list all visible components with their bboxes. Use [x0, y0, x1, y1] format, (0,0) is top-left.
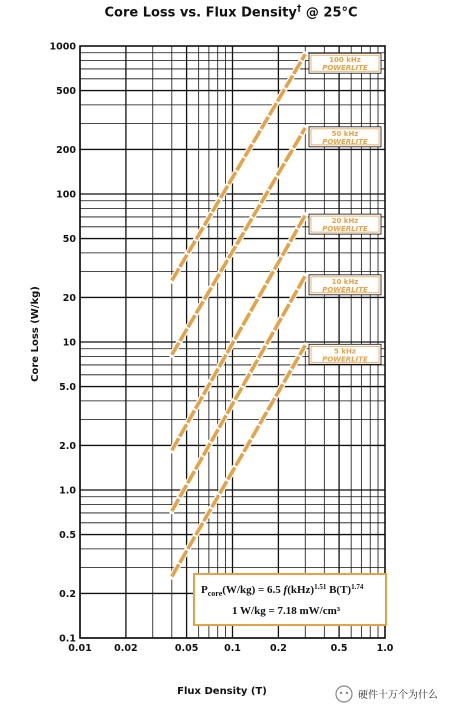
- y-tick-label: 0.1: [59, 633, 76, 645]
- y-tick-label: 100: [56, 189, 76, 201]
- formula-line-2: 1 W/kg = 7.18 mW/cm³: [232, 605, 341, 617]
- series-label-name: 100 kHz: [329, 56, 361, 65]
- series-label-name: 20 kHz: [331, 217, 359, 226]
- chart-title-mark: †: [296, 4, 302, 14]
- y-tick-label: 50: [62, 234, 76, 246]
- series-line: [172, 345, 305, 576]
- wechat-icon-eye-left: [340, 692, 342, 694]
- series-label-brand: POWERLITE: [322, 137, 368, 146]
- x-axis-label: Flux Density (T): [177, 686, 267, 697]
- series-line: [172, 276, 305, 511]
- series-label-brand: POWERLITE: [322, 355, 368, 364]
- y-tick-label: 0.2: [59, 588, 76, 600]
- series-label-name: 5 kHz: [334, 347, 356, 356]
- y-tick-label: 10: [62, 337, 76, 349]
- wechat-icon-eye-right: [346, 692, 348, 694]
- y-tick-label: 200: [56, 144, 76, 156]
- wechat-icon: [336, 686, 352, 702]
- watermark: [336, 686, 438, 702]
- y-tick-label: 1.0: [59, 485, 76, 497]
- formula-line-1: $P_{core}(W/kg) = 6.5$ f(kHz)$^{1.51}$ $B(T)^{1.74}$: [201, 583, 364, 598]
- series-label-brand: POWERLITE: [322, 64, 368, 73]
- series-lines: [172, 54, 305, 576]
- watermark-text: 硬件十万个为什么: [358, 690, 438, 701]
- x-tick-label: 0.05: [174, 643, 199, 654]
- y-tick-label: 1000: [49, 41, 76, 53]
- series-label-brand: POWERLITE: [322, 285, 368, 294]
- chart-title-text: Core Loss vs. Flux Density: [104, 5, 297, 21]
- series-label-name: 50 kHz: [331, 129, 359, 138]
- formula-box: [194, 574, 386, 625]
- x-tick-label: 0.01: [68, 643, 92, 654]
- x-tick-label: 0.1: [224, 643, 241, 654]
- chart-title-suffix: @ 25°C: [301, 5, 358, 21]
- y-axis-label: Core Loss (W/kg): [30, 286, 41, 382]
- formula-box-frame: [194, 574, 386, 625]
- y-tick-label: 5.0: [59, 382, 76, 394]
- series-label-name: 10 kHz: [331, 277, 359, 286]
- x-tick-label: 0.5: [330, 643, 348, 654]
- y-tick-label: 500: [56, 86, 76, 98]
- x-tick-label: 0.2: [269, 643, 287, 654]
- x-tick-label: 1.0: [376, 643, 394, 654]
- x-tick-label: 0.02: [114, 643, 138, 654]
- y-tick-label: 0.5: [59, 530, 76, 542]
- series-label-brand: POWERLITE: [322, 225, 368, 234]
- y-tick-label: 2.0: [59, 440, 76, 452]
- y-tick-label: 20: [62, 292, 76, 304]
